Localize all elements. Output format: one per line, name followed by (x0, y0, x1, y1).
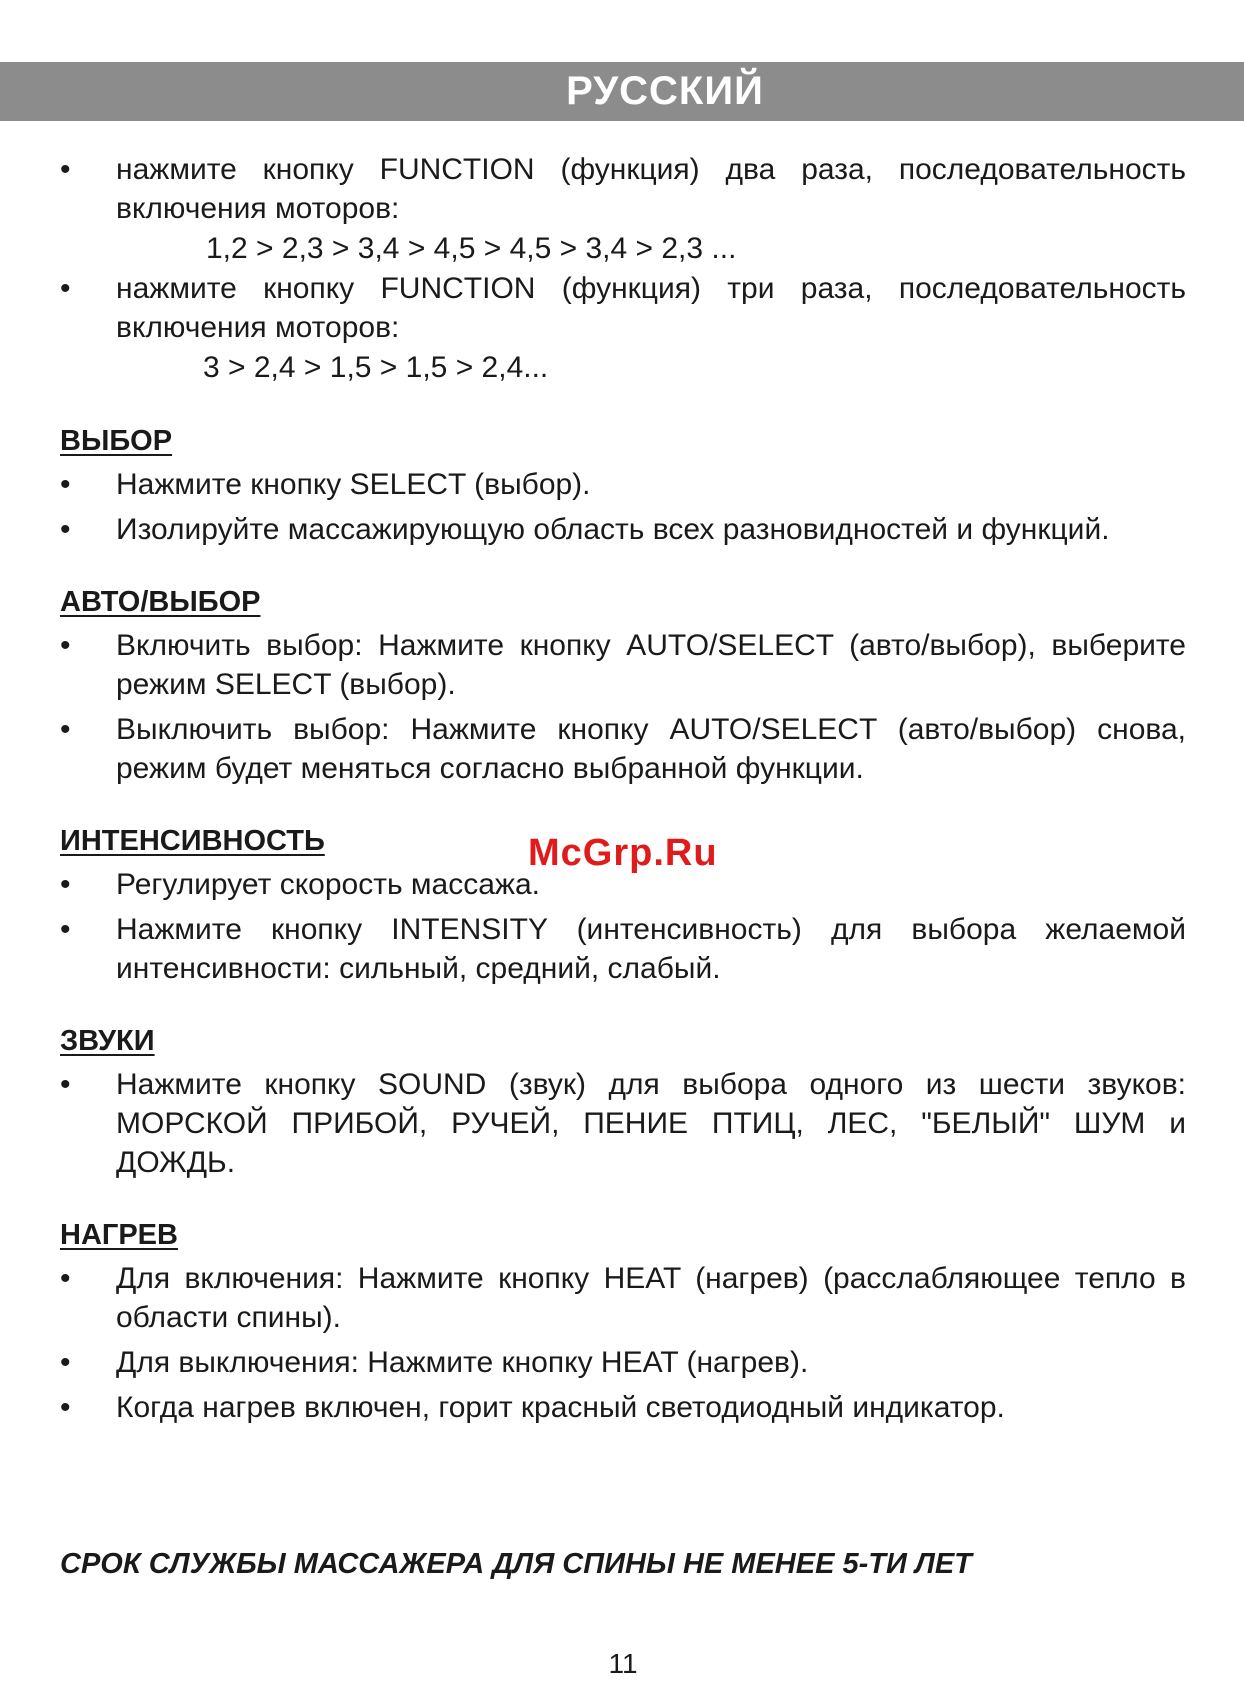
section-title-intensity: ИНТЕНСИВНОСТЬ (60, 825, 325, 857)
item-text: нажмите кнопку FUNCTION (функция) два раза, последовательность включения моторов: (116, 153, 1186, 225)
item-text: Выключить выбор: Нажмите кнопку AUTO/SELECT (авто/выбор) снова, режим будет меняться согласно выбранной функции. (116, 713, 1186, 785)
service-life-note: СРОК СЛУЖБЫ МАССАЖЕРА ДЛЯ СПИНЫ НЕ МЕНЕЕ 5-ТИ ЛЕТ (60, 1548, 972, 1580)
page-number: 11 (608, 1648, 638, 1679)
page-title: РУССКИЙ (566, 69, 764, 113)
page-content (60, 150, 1186, 1427)
bullet-icon: • (60, 1262, 71, 1295)
list-item (60, 510, 1186, 549)
bullet-icon: • (60, 272, 71, 305)
item-text: Для выключения: Нажмите кнопку HEAT (нагрев). (116, 1346, 809, 1379)
bullet-icon: • (60, 468, 71, 501)
list-item (60, 910, 1186, 988)
header-bar (0, 62, 1244, 121)
motor-sequence: 3 > 2,4 > 1,5 > 1,5 > 2,4... (203, 351, 549, 384)
item-text: Для включения: Нажмите кнопку HEAT (нагрев) (расслабляющее тепло в области спины). (116, 1262, 1186, 1334)
bullet-icon: • (60, 1391, 71, 1424)
item-text: Изолируйте массажирующую область всех разновидностей и функций. (116, 513, 1110, 546)
item-text: Нажмите кнопку SELECT (выбор). (116, 468, 591, 501)
bullet-icon: • (60, 868, 71, 901)
bullet-icon: • (60, 629, 71, 662)
list-item (60, 150, 1186, 228)
bullet-icon: • (60, 153, 71, 186)
item-text: Регулирует скорость массажа. (116, 868, 540, 901)
list-item (60, 1388, 1186, 1427)
list-item (60, 626, 1186, 704)
list-item (60, 269, 1186, 347)
list-item (60, 1259, 1186, 1337)
bullet-icon: • (60, 713, 71, 746)
section-title-select: ВЫБОР (60, 425, 173, 457)
section-title-heat: НАГРЕВ (60, 1219, 178, 1251)
bullet-icon: • (60, 513, 71, 546)
list-item (60, 1343, 1186, 1382)
item-text: Когда нагрев включен, горит красный светодиодный индикатор. (116, 1391, 1005, 1424)
section-title-sounds: ЗВУКИ (60, 1025, 155, 1057)
bullet-icon: • (60, 1346, 71, 1379)
list-item (60, 1065, 1186, 1182)
list-item (60, 465, 1186, 504)
list-item (60, 710, 1186, 788)
motor-sequence: 1,2 > 2,3 > 3,4 > 4,5 > 4,5 > 3,4 > 2,3 ... (206, 232, 737, 265)
bullet-icon: • (60, 913, 71, 946)
item-text: нажмите кнопку FUNCTION (функция) три раза, последовательность включения моторов: (116, 272, 1186, 344)
section-title-auto-select: АВТО/ВЫБОР (60, 586, 261, 618)
item-text: Нажмите кнопку INTENSITY (интенсивность) для выбора желаемой интенсивности: сильный, средний, слабый. (116, 913, 1186, 985)
item-text: Включить выбор: Нажмите кнопку AUTO/SELECT (авто/выбор), выберите режим SELECT (выбор). (116, 629, 1186, 701)
bullet-icon: • (60, 1068, 71, 1101)
item-text: Нажмите кнопку SOUND (звук) для выбора одного из шести звуков: МОРСКОЙ ПРИБОЙ, РУЧЕЙ, ПЕНИЕ ПТИЦ, ЛЕС, "БЕЛЫЙ" ШУМ и ДОЖДЬ. (116, 1068, 1186, 1179)
watermark: McGrp.Ru (528, 832, 718, 874)
